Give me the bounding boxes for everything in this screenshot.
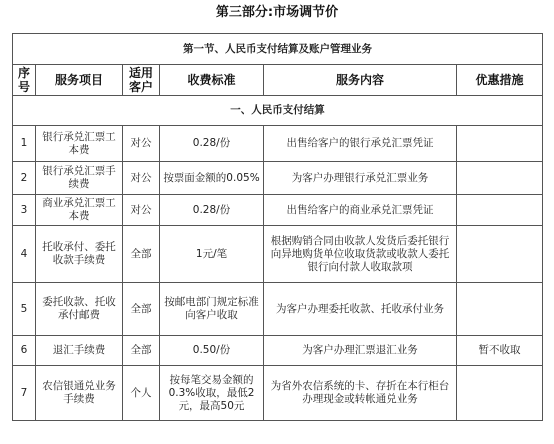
cell-no: 1 bbox=[13, 126, 36, 162]
cell-fee: 按每笔交易金额的0.3%收取，最低2元，最高50元 bbox=[160, 366, 264, 421]
cell-item: 银行承兑汇票工本费 bbox=[36, 126, 123, 162]
cell-no: 2 bbox=[13, 162, 36, 195]
cell-customer: 全部 bbox=[123, 283, 160, 336]
table-row bbox=[13, 366, 543, 421]
cell-customer: 全部 bbox=[123, 336, 160, 366]
cell-content: 为客户办理委托收款、托收承付业务 bbox=[264, 283, 457, 336]
cell-fee: 按邮电部门规定标准向客户收取 bbox=[160, 283, 264, 336]
cell-content: 根据购销合同由收款人发货后委托银行向异地购货单位收取货款或收款人委托银行向付款人收取款项 bbox=[264, 226, 457, 283]
col-header-fee: 收费标准 bbox=[160, 65, 264, 96]
cell-discount bbox=[457, 162, 543, 195]
cell-discount: 暂不收取 bbox=[457, 336, 543, 366]
cell-item: 委托收款、托收承付邮费 bbox=[36, 283, 123, 336]
table-row bbox=[13, 126, 543, 162]
cell-content: 为客户办理汇票退汇业务 bbox=[264, 336, 457, 366]
cell-customer: 个人 bbox=[123, 366, 160, 421]
cell-customer: 对公 bbox=[123, 195, 160, 226]
cell-discount bbox=[457, 195, 543, 226]
cell-item: 银行承兑汇票手续费 bbox=[36, 162, 123, 195]
table-row bbox=[13, 226, 543, 283]
table-row bbox=[13, 283, 543, 336]
cell-no: 4 bbox=[13, 226, 36, 283]
cell-content: 为客户办理银行承兑汇票业务 bbox=[264, 162, 457, 195]
cell-no: 5 bbox=[13, 283, 36, 336]
col-header-no: 序号 bbox=[13, 65, 36, 96]
cell-fee: 0.50/份 bbox=[160, 336, 264, 366]
cell-customer: 对公 bbox=[123, 126, 160, 162]
cell-content: 为省外农信系统的卡、存折在本行柜台办理现金或转帐通兑业务 bbox=[264, 366, 457, 421]
table-row bbox=[13, 195, 543, 226]
subsection-title: 一、人民币支付结算 bbox=[13, 96, 543, 126]
section-title-row bbox=[13, 34, 543, 65]
cell-no: 6 bbox=[13, 336, 36, 366]
table-header bbox=[13, 65, 543, 96]
cell-content: 出售给客户的银行承兑汇票凭证 bbox=[264, 126, 457, 162]
cell-customer: 全部 bbox=[123, 226, 160, 283]
cell-discount bbox=[457, 126, 543, 162]
table-row bbox=[13, 162, 543, 195]
cell-item: 农信银通兑业务手续费 bbox=[36, 366, 123, 421]
cell-no: 7 bbox=[13, 366, 36, 421]
cell-no: 3 bbox=[13, 195, 36, 226]
section-title: 第一节、人民币支付结算及账户管理业务 bbox=[13, 34, 543, 65]
page-title: 第三部分:市场调节价 bbox=[215, 5, 339, 20]
cell-fee: 按票面金额的0.05% bbox=[160, 162, 264, 195]
cell-content: 出售给客户的商业承兑汇票凭证 bbox=[264, 195, 457, 226]
cell-item: 退汇手续费 bbox=[36, 336, 123, 366]
col-header-item: 服务项目 bbox=[36, 65, 123, 96]
subsection-title-row bbox=[13, 96, 543, 126]
cell-customer: 对公 bbox=[123, 162, 160, 195]
cell-fee: 0.28/份 bbox=[160, 126, 264, 162]
cell-discount bbox=[457, 366, 543, 421]
cell-fee: 1元/笔 bbox=[160, 226, 264, 283]
cell-item: 托收承付、委托收款手续费 bbox=[36, 226, 123, 283]
fee-table bbox=[12, 33, 543, 421]
cell-discount bbox=[457, 226, 543, 283]
cell-item: 商业承兑汇票工本费 bbox=[36, 195, 123, 226]
col-header-customer: 适用客户 bbox=[123, 65, 160, 96]
col-header-discount: 优惠措施 bbox=[457, 65, 543, 96]
table-row bbox=[13, 336, 543, 366]
col-header-content: 服务内容 bbox=[264, 65, 457, 96]
cell-discount bbox=[457, 283, 543, 336]
cell-fee: 0.28/份 bbox=[160, 195, 264, 226]
